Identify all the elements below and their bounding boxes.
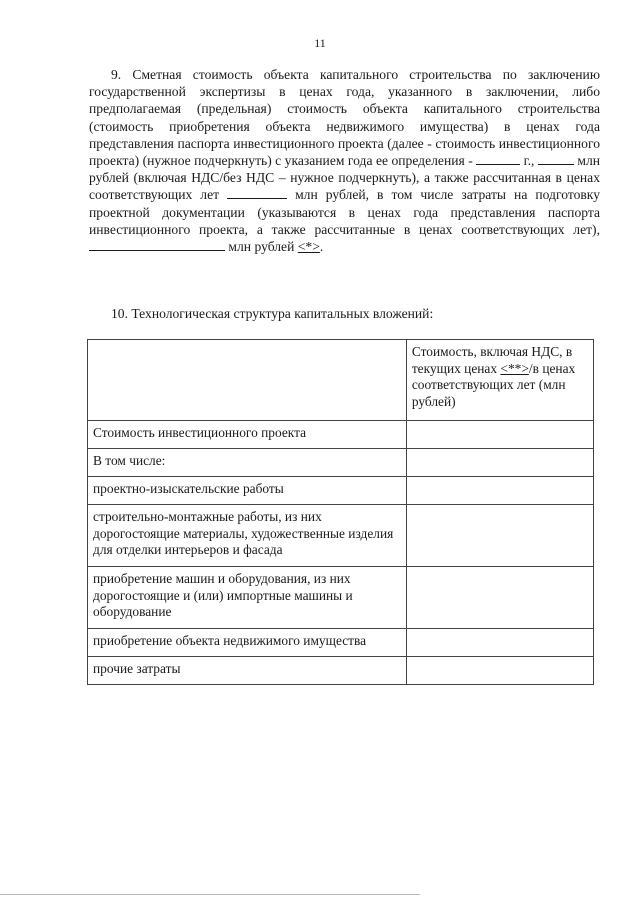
- row-value[interactable]: [406, 505, 593, 567]
- row-value[interactable]: [406, 657, 593, 685]
- table-row: [88, 505, 594, 567]
- section-10-heading: 10. Технологическая структура капитальных вложений:: [111, 306, 434, 321]
- row-label: В том числе:: [88, 449, 407, 477]
- row-label: проектно-изыскательские работы: [88, 477, 407, 505]
- capital-structure-table: [87, 339, 594, 685]
- footer-divider: [0, 894, 420, 895]
- section-9-text-4: млн рублей, в том числе затраты на подготовку проектной документации (указываются в ценах года представления паспорта инвестиционного проекта, а также рассчитанные в ценах соответствующих лет),: [89, 187, 601, 237]
- table-row: [88, 567, 594, 629]
- row-label: прочие затраты: [88, 657, 407, 685]
- table-row: [88, 421, 594, 449]
- table-row: [88, 449, 594, 477]
- section-9-text-1: 9. Сметная стоимость объекта капитального строительства по заключению государственной экспертизы в ценах года, указанного в заключении, либо предполагаемая (предельная) стоимость объекта капитального строительства (стоимость приобретения объекта недвижимого имущества) в ценах года представления паспорта инвестиционного проекта (далее - стоимость инвестиционного проекта) (нужное подчеркнуть) с указанием года ее определения -: [89, 67, 600, 169]
- row-label: Стоимость инвестиционного проекта: [88, 421, 407, 449]
- header-value-tail: /в ценах соответствующих лет (млн рублей): [411, 360, 576, 409]
- section-9-text-3: млн рублей (включая НДС/без НДС – нужное подчеркнуть), а также рассчитанная в ценах соответствующих лет: [89, 153, 601, 203]
- row-label: строительно-монтажные работы, из них дорогостоящие материалы, художественные изделия для отделки интерьеров и фасада: [88, 505, 407, 567]
- cost-years-blank[interactable]: [227, 186, 287, 199]
- row-value[interactable]: [406, 449, 593, 477]
- design-cost-blank[interactable]: [89, 238, 225, 251]
- section-9-text-5: млн рублей: [225, 239, 298, 255]
- row-value[interactable]: [406, 629, 593, 657]
- row-label: приобретение машин и оборудования, из них дорогостоящие и (или) импортные машины и оборудование: [88, 567, 407, 629]
- table-row: [88, 477, 594, 505]
- row-value[interactable]: [406, 421, 593, 449]
- table-row: [88, 657, 594, 685]
- table-row: [88, 629, 594, 657]
- header-empty-cell: [88, 340, 407, 421]
- year-blank[interactable]: [476, 152, 520, 165]
- section-9-paragraph: [89, 66, 600, 255]
- section-9-text-2: г.,: [520, 153, 538, 169]
- row-value[interactable]: [406, 567, 593, 629]
- header-footnote-link[interactable]: <**>: [500, 360, 529, 376]
- row-value[interactable]: [406, 477, 593, 505]
- page-number: 11: [314, 36, 326, 50]
- footnote-link[interactable]: <*>: [297, 239, 320, 255]
- table-header-row: [88, 340, 594, 421]
- header-value-text: Стоимость, включая НДС, в текущих ценах: [411, 344, 573, 376]
- row-label: приобретение объекта недвижимого имущества: [88, 629, 407, 657]
- section-9-text-end: .: [319, 239, 324, 255]
- header-value-cell: [406, 340, 593, 421]
- cost-blank[interactable]: [538, 152, 574, 165]
